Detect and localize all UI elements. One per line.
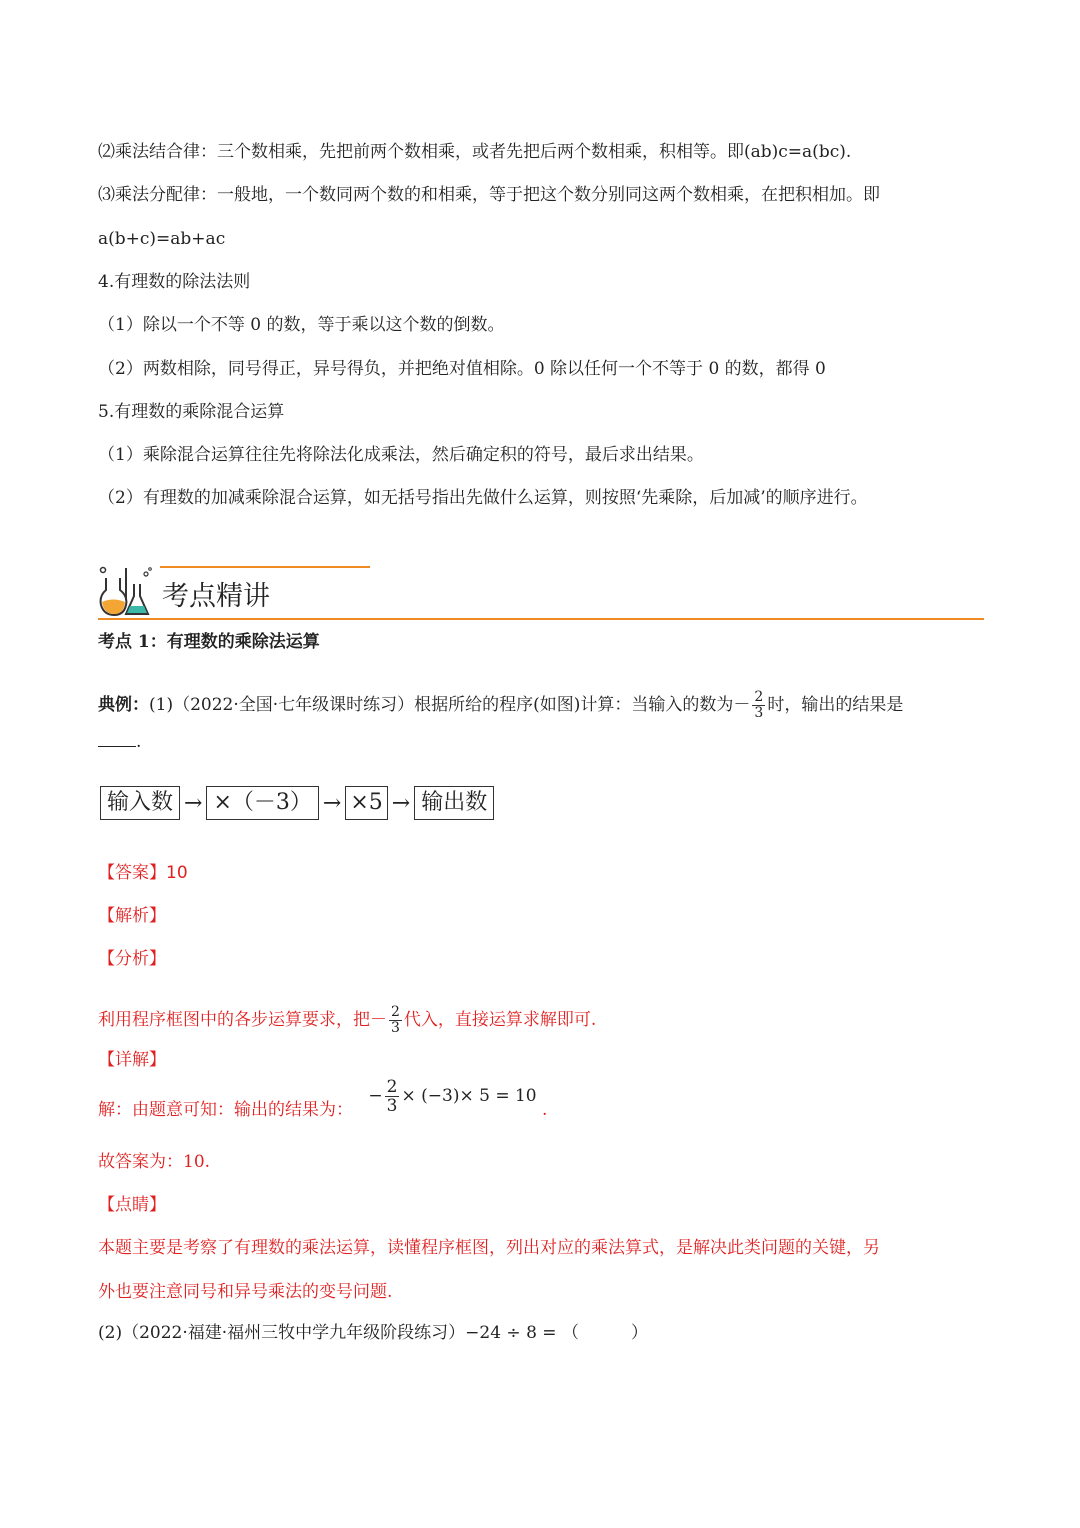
paragraph-division-rule-2: （2）两数相除，同号得正，异号得负，并把绝对值相除。0 除以任何一个不等于 0 的数，都得 0 xyxy=(98,359,826,379)
fenxi-text: 利用程序框图中的各步运算要求，把－ $\frac{2}{3}$ 代入，直接运算求解即可. xyxy=(98,1004,597,1036)
heading-division-rule: 4.有理数的除法法则 xyxy=(98,272,251,292)
xiangjie-label: 【详解】 xyxy=(98,1050,166,1070)
example-fraction: $\frac{2}{3}$ xyxy=(754,689,764,721)
lab-flask-icon xyxy=(98,564,154,618)
example-text-after: 时，输出的结果是 xyxy=(767,695,904,715)
heading-mixed-operations: 5.有理数的乘除混合运算 xyxy=(98,402,285,422)
example-question xyxy=(98,688,903,722)
fenxi-fraction: $\frac{2}{3}$ xyxy=(391,1004,400,1036)
flow-arrow: → xyxy=(391,790,411,816)
paragraph-mixed-operations-2: （2）有理数的加减乘除混合运算，如无括号指出先做什么运算，则按照‘先乘除，后加减’的顺序进行。 xyxy=(98,488,868,508)
example-label: 典例： xyxy=(98,695,149,715)
question-2-formula: −24 ÷ 8 = xyxy=(465,1323,557,1343)
flow-arrow: → xyxy=(184,790,203,816)
flow-step-multiply-5: ×5 xyxy=(345,786,387,820)
paragraph-distributive-law: ⑶乘法分配律：一般地，一个数同两个数的和相乘，等于把这个数分别同这两个数相乘，在把积相加。即 xyxy=(98,185,880,205)
dianjing-text-2: 外也要注意同号和异号乘法的变号问题. xyxy=(98,1282,393,1302)
paragraph-distributive-formula: a(b+c)=ab+ac xyxy=(98,229,226,249)
dianjing-text-1: 本题主要是考察了有理数的乘法运算，读懂程序框图，列出对应的乘法算式，是解决此类问题的关键，另 xyxy=(98,1238,880,1258)
jiexi-label: 【解析】 xyxy=(98,906,166,926)
section-title: 考点精讲 xyxy=(162,581,270,612)
flow-arrow: → xyxy=(322,790,342,816)
section-header xyxy=(98,562,984,620)
final-answer: 故答案为：10. xyxy=(98,1152,211,1172)
flow-output-box: 输出数 xyxy=(414,786,494,820)
dianjing-label: 【点睛】 xyxy=(98,1195,166,1215)
solution-text: 解：由题意可知：输出的结果为： xyxy=(98,1100,353,1120)
example-text: (1)（2022·全国·七年级课时练习）根据所给的程序(如图)计算：当输入的数为－ xyxy=(149,695,751,715)
paragraph-mixed-operations-1: （1）乘除混合运算往往先将除法化成乘法，然后确定积的符号，最后求出结果。 xyxy=(98,445,704,465)
answer-blank xyxy=(98,730,136,747)
flow-step-multiply-neg3: ×（－3） xyxy=(206,786,318,820)
question-2-text: (2)（2022·福建·福州三牧中学九年级阶段练习） xyxy=(98,1323,466,1343)
answer-blank-line: . xyxy=(98,730,141,754)
question-2: (2)（2022·福建·福州三牧中学九年级阶段练习）−24 ÷ 8 = （ ） xyxy=(98,1323,648,1343)
topic-heading: 考点 1：有理数的乘除法运算 xyxy=(98,632,320,652)
paragraph-associative-law: ⑵乘法结合律：三个数相乘，先把前两个数相乘，或者先把后两个数相乘，积相等。即(ab)c=a(bc). xyxy=(98,142,852,162)
paragraph-division-rule-1: （1）除以一个不等 0 的数，等于乘以这个数的倒数。 xyxy=(98,315,505,335)
answer-line xyxy=(98,861,188,885)
solution-formula: − $\frac{2}{3}$ × (−3)× 5 = 10 xyxy=(368,1077,537,1116)
answer-label: 【答案】 xyxy=(98,863,166,883)
program-flowchart xyxy=(100,786,494,820)
answer-value: 10 xyxy=(166,863,188,883)
flow-input-box: 输入数 xyxy=(100,786,180,820)
solution-line: 解：由题意可知：输出的结果为： − $\frac{2}{3}$ × (−3)× 5 = 10 . xyxy=(98,1077,548,1120)
fenxi-label: 【分析】 xyxy=(98,949,166,969)
